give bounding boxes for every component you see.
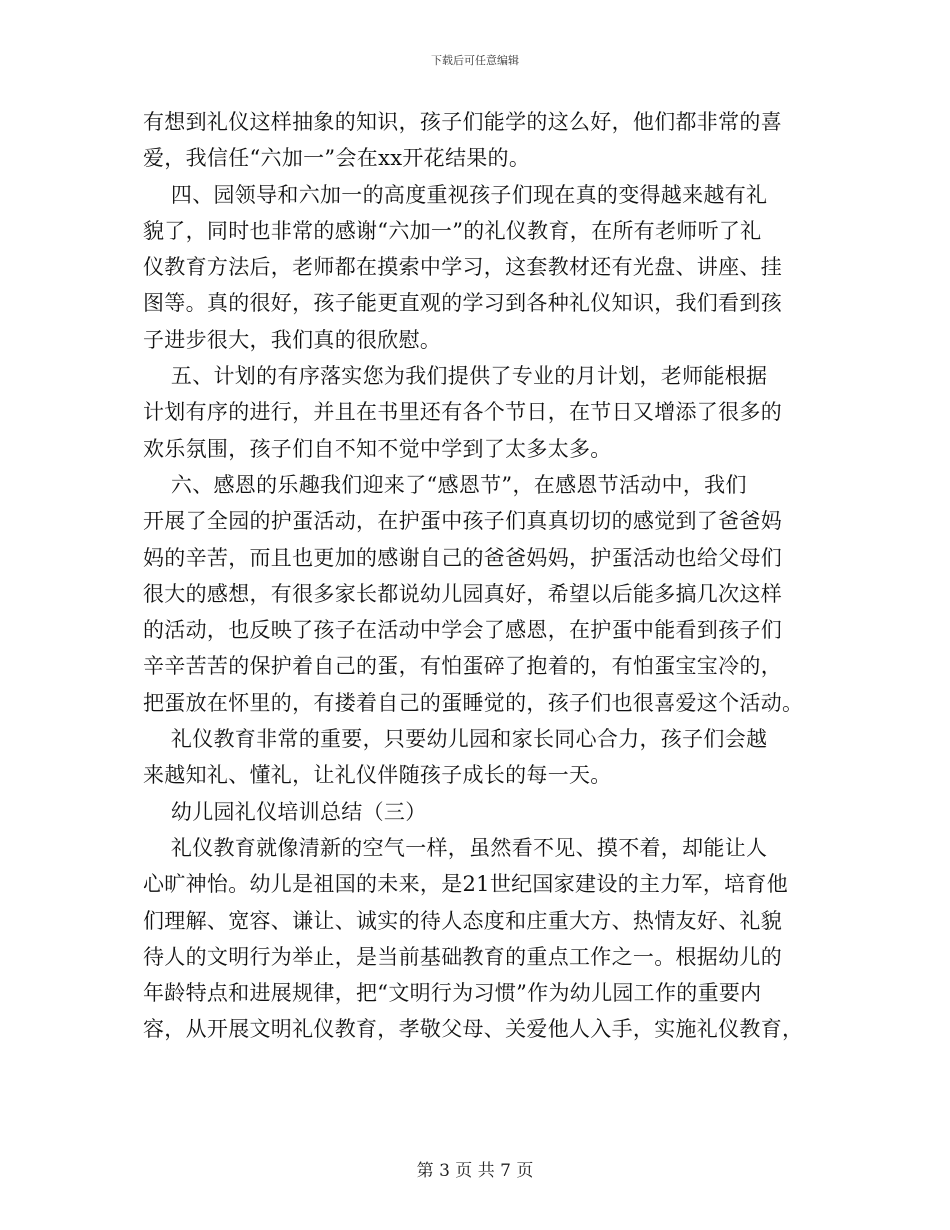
page-footer: 第 3 页 共 7 页 (416, 1161, 534, 1181)
text-line: 来越知礼、懂礼，让礼仪伴随孩子成长的每一天。 (143, 763, 612, 788)
page-header: 下载后可任意编辑 (431, 54, 519, 67)
text-line: 爱，我信任“六加一”会在xx开花结果的。 (143, 146, 531, 171)
text-line: 礼仪教育非常的重要，只要幼儿园和家长同心合力，孩子们会越 (143, 727, 768, 752)
text-line: 礼仪教育就像清新的空气一样，虽然看不见、摸不着，却能让人 (143, 835, 768, 860)
text-line: 们理解、宽容、谦让、诚实的待人态度和庄重大方、热情友好、礼貌 (143, 908, 782, 933)
text-line: 四、园领导和六加一的高度重视孩子们现在真的变得越来越有礼 (143, 182, 768, 207)
text-line: 把蛋放在怀里的，有搂着自己的蛋睡觉的，孩子们也很喜爱这个活动。 (143, 690, 804, 715)
section-heading: 幼儿园礼仪培训总结（三） (143, 799, 427, 824)
text-line: 子进步很大，我们真的很欣慰。 (143, 327, 442, 352)
text-line: 图等。真的很好，孩子能更直观的学习到各种礼仪知识，我们看到孩 (143, 291, 782, 316)
text-line: 开展了全园的护蛋活动，在护蛋中孩子们真真切切的感觉到了爸爸妈 (143, 509, 782, 534)
text-line: 的活动，也反映了孩子在活动中学会了感恩，在护蛋中能看到孩子们 (143, 618, 782, 643)
text-line: 六、感恩的乐趣我们迎来了“感恩节”，在感恩节活动中，我们 (143, 472, 747, 497)
text-line: 容，从开展文明礼仪教育，孝敬父母、关爱他人入手，实施礼仪教育， (143, 1017, 804, 1042)
text-line: 貌了，同时也非常的感谢“六加一”的礼仪教育，在所有老师听了礼 (143, 218, 762, 243)
document-body (143, 104, 811, 1048)
text-line: 计划有序的进行，并且在书里还有各个节日，在节日又增添了很多的 (143, 400, 782, 425)
text-line: 心旷神怡。幼儿是祖国的未来，是21世纪国家建设的主力军，培育他 (143, 872, 789, 897)
text-line: 仪教育方法后，老师都在摸索中学习，这套教材还有光盘、讲座、挂 (143, 255, 782, 280)
text-line: 辛辛苦苦的保护着自己的蛋，有怕蛋碎了抱着的，有怕蛋宝宝冷的， (143, 654, 782, 679)
text-line: 有想到礼仪这样抽象的知识，孩子们能学的这么好，他们都非常的喜 (143, 110, 782, 134)
text-line: 很大的感想，有很多家长都说幼儿园真好，希望以后能多搞几次这样 (143, 581, 782, 606)
text-line: 欢乐氛围，孩子们自不知不觉中学到了太多太多。 (143, 436, 612, 461)
text-line: 妈的辛苦，而且也更加的感谢自己的爸爸妈妈，护蛋活动也给父母们 (143, 545, 782, 570)
text-line: 年龄特点和进展规律，把“文明行为习惯”作为幼儿园工作的重要内 (143, 981, 762, 1006)
text-line: 待人的文明行为举止，是当前基础教育的重点工作之一。根据幼儿的 (143, 944, 782, 969)
text-line: 五、计划的有序落实您为我们提供了专业的月计划，老师能根据 (143, 364, 768, 389)
